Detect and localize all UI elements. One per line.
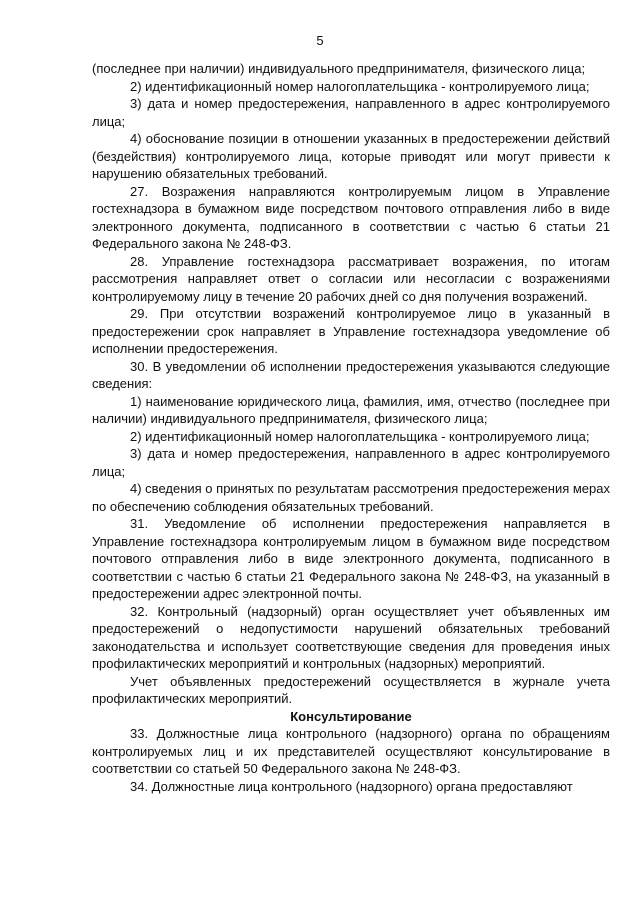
paragraph: 32. Контрольный (надзорный) орган осуществляет учет объявленных им предостережений о недопустимости нарушений обязательных требований законодательства и использует соответствующие сведения для проведения иных профилактических мероприятий и контрольных (надзорных) мероприятий. (92, 603, 610, 671)
paragraph: 28. Управление гостехнадзора рассматривает возражения, по итогам рассмотрения направляет ответ о согласии или несогласии с возражениями контролируемому лицу в течение 20 рабочих дней со дня получения возражений. (92, 253, 610, 304)
paragraph: 3) дата и номер предостережения, направленного в адрес контролируемого лица; (92, 446, 610, 479)
paragraphs-bottom (92, 725, 610, 795)
paragraph: 34. Должностные лица контрольного (надзорного) органа предоставляют (130, 778, 573, 794)
paragraph: 4) обоснование позиции в отношении указанных в предостережении действий (бездействия) контролируемого лица, которые приводят или могут привести к нарушению обязательных требований. (92, 131, 610, 181)
paragraph: 29. При отсутствии возражений контролируемое лицо в указанный в предостережении срок направляет в Управление гостехнадзора уведомление об исполнении предостережения. (92, 306, 610, 356)
page-number: 5 (316, 33, 324, 48)
paragraph: 31. Уведомление об исполнении предостережения направляется в Управление гостехнадзора контролируемым лицом в бумажном виде посредством почтового отправления либо в виде электронного документа, подписанного в соответствии с частью 6 статьи 21 Федерального закона № 248-ФЗ, на указанный в предостережении адрес электронной почты. (92, 516, 610, 601)
paragraph: (последнее при наличии) индивидуального предпринимателя, физического лица; (92, 61, 586, 76)
paragraph: 4) сведения о принятых по результатам рассмотрения предостережения мерах по обеспечению соблюдения обязательных требований. (92, 481, 610, 514)
paragraph: 2) идентификационный номер налогоплательщика - контролируемого лица; (130, 78, 590, 94)
paragraph: 30. В уведомлении об исполнении предостережения указываются следующие сведения: (92, 358, 610, 391)
paragraph: Учет объявленных предостережений осуществляется в журнале учета профилактических мероприятий. (92, 673, 610, 706)
paragraph: 27. Возражения направляются контролируемым лицом в Управление гостехнадзора в бумажном виде посредством почтового отправления либо в виде электронного документа, подписанного в соответствии с частью 6 статьи 21 Федерального закона № 248-ФЗ. (92, 183, 610, 251)
paragraphs-top (92, 60, 610, 708)
document-body (92, 60, 610, 795)
paragraph: 33. Должностные лица контрольного (надзорного) органа по обращениям контролируемых лиц и их представителей осуществляют консультирование в соответствии со статьей 50 Федерального закона № 248-ФЗ. (92, 726, 610, 776)
section-heading: Консультирование (290, 708, 412, 724)
paragraph: 2) идентификационный номер налогоплательщика - контролируемого лица; (130, 428, 590, 444)
paragraph: 1) наименование юридического лица, фамилия, имя, отчество (последнее при наличии) индивидуального предпринимателя, физического лица; (92, 393, 610, 426)
paragraph: 3) дата и номер предостережения, направленного в адрес контролируемого лица; (92, 96, 610, 129)
